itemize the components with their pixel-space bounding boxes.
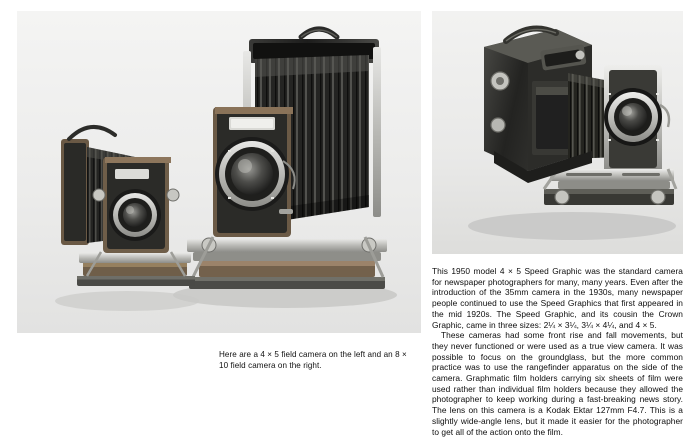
speed-graphic-illustration [432, 11, 683, 254]
body-paragraph-1: This 1950 model 4 × 5 Speed Graphic was the standard camera for newspaper photographers for many, many years. Even after the introduction of the 35mm camera in the 1930s, many newspaper people continued to use the Speed Graphics that first appeared in the mid 1920s. The Speed Graphic, and its cousin the Crown Graphic, came in three sizes: 2¼ × 3¼, 3¼ × 4¼, and 4 × 5. [432, 266, 683, 330]
speed-graphic-photo [432, 11, 683, 254]
body-paragraph-2: These cameras had some front rise and fall movements, but they never functioned or were used as a true view camera. It was possible to focus on the groundglass, but the more common practice was to use the rangefinder apparatus on the side of the camera. Graphmatic film holders carrying six sheets of film were used rather than individual film holders because they allowed the photographer to keep working during a fast-breaking news story. The lens on this camera is a Kodak Ektar 127mm F4.7. This is a slightly wide-angle lens, but it made it easier for the photographer to get all of the action onto the film. [432, 330, 683, 437]
left-column [17, 11, 421, 429]
right-column [432, 11, 683, 437]
article-body [432, 266, 683, 437]
left-figure-caption: Here are a 4 × 5 field camera on the left and an 8 × 10 field camera on the right. [219, 350, 407, 370]
field-cameras-illustration [17, 11, 421, 333]
field-cameras-photo [17, 11, 421, 333]
